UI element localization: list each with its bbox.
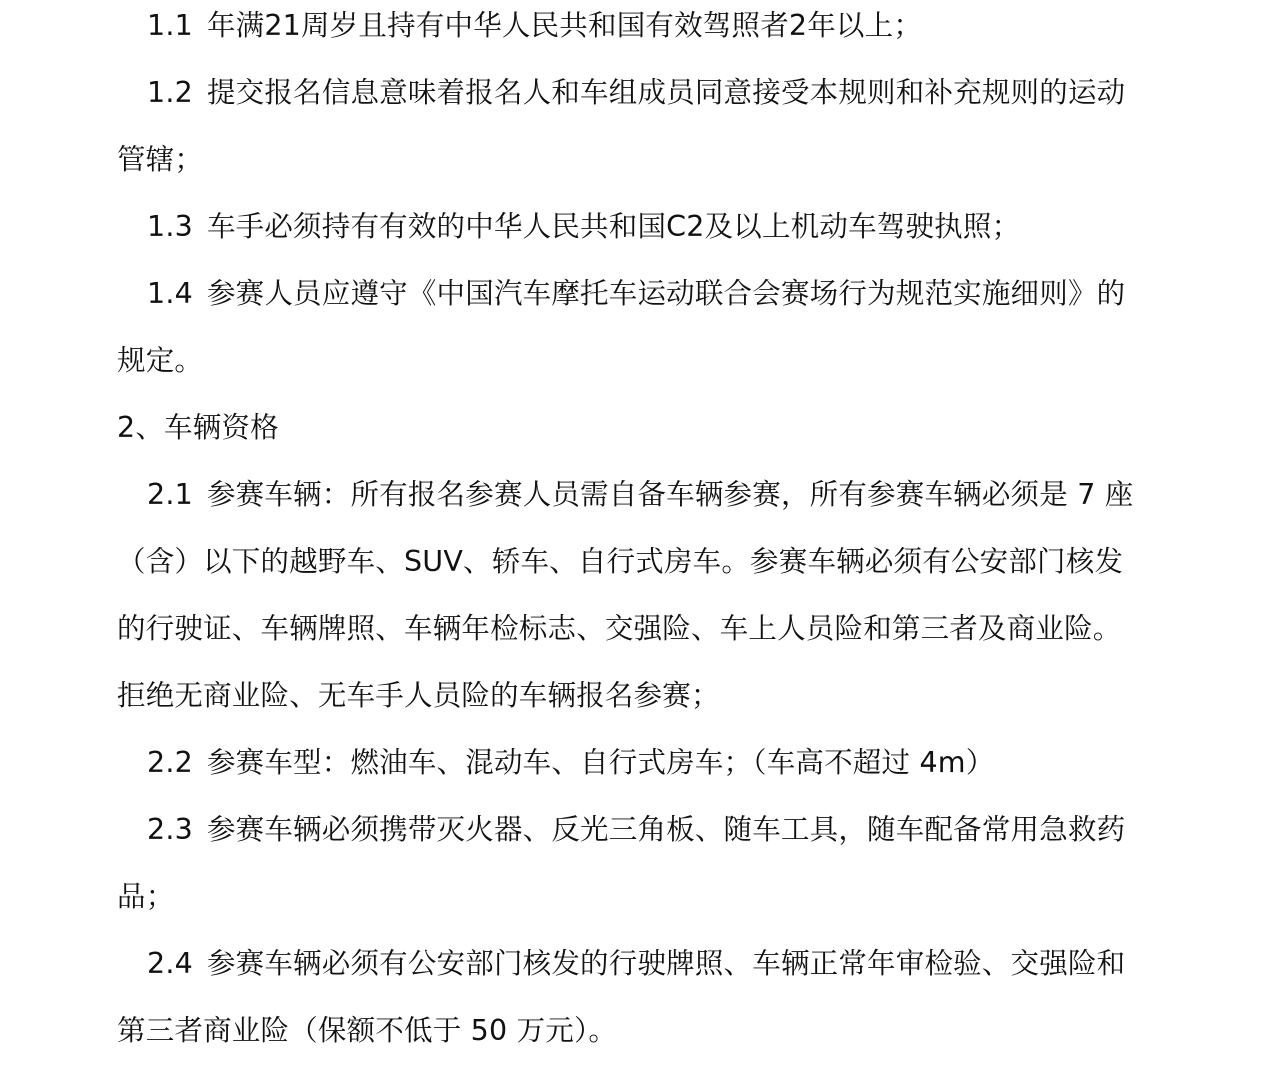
section-heading: 2、车辆资格 [117, 411, 279, 444]
clause-2-2 [147, 743, 1197, 783]
clause-2-4-continued: 第三者商业险（保额不低于 50 万元）。 [117, 1014, 618, 1047]
clause-number: 2.2 [147, 746, 193, 779]
clause-2-3 [147, 810, 1197, 850]
clause-2-1-continued: （含）以下的越野车、SUV、轿车、自行式房车。参赛车辆必须有公安部门核发 [117, 545, 1124, 578]
clause-2-1-continued: 拒绝无商业险、无车手人员险的车辆报名参赛； [117, 679, 720, 712]
clause-number: 2.3 [147, 813, 193, 846]
clause-text: 车手必须持有有效的中华人民共和国C2及以上机动车驾驶执照； [206, 210, 1021, 243]
clause-text: 提交报名信息意味着报名人和车组成员同意接受本规则和补充规则的运动 [206, 76, 1126, 109]
clause-2-1 [147, 475, 1197, 515]
clause-number: 2.1 [147, 478, 193, 511]
clause-text: 年满21周岁且持有中华人民共和国有效驾照者2年以上； [206, 9, 923, 42]
clause-text: 参赛车辆必须携带灭火器、反光三角板、随车工具，随车配备常用急救药 [206, 813, 1126, 846]
clause-number: 1.1 [147, 9, 193, 42]
clause-1-4-continued: 规定。 [117, 344, 204, 377]
clause-text: 参赛人员应遵守《中国汽车摩托车运动联合会赛场行为规范实施细则》的 [206, 277, 1126, 310]
clause-1-1 [147, 6, 1197, 46]
clause-2-1-continued: 的行驶证、车辆牌照、车辆年检标志、交强险、车上人员险和第三者及商业险。 [117, 612, 1122, 645]
clause-number: 1.3 [147, 210, 193, 243]
clause-1-4 [147, 274, 1197, 314]
clause-2-3-continued: 品； [117, 880, 175, 913]
clause-text: 参赛车辆：所有报名参赛人员需自备车辆参赛，所有参赛车辆必须是 7 座 [206, 478, 1134, 511]
clause-number: 1.4 [147, 277, 193, 310]
clause-number: 2.4 [147, 947, 193, 980]
clause-1-2 [147, 73, 1197, 113]
clause-1-2-continued: 管辖； [117, 143, 204, 176]
clause-1-3 [147, 207, 1197, 247]
clause-number: 1.2 [147, 76, 193, 109]
clause-text: 参赛车辆必须有公安部门核发的行驶牌照、车辆正常年审检验、交强险和 [206, 947, 1126, 980]
clause-2-4 [147, 944, 1197, 984]
clause-text: 参赛车型：燃油车、混动车、自行式房车；（车高不超过 4m） [206, 746, 995, 779]
